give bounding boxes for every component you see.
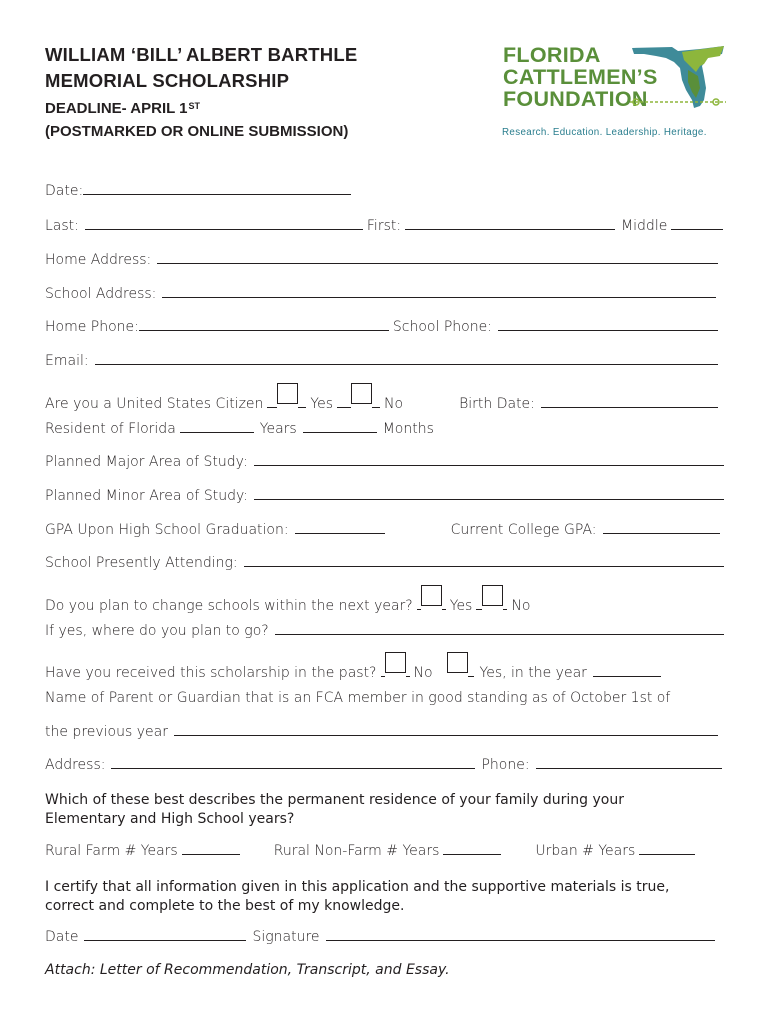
received-row	[45, 656, 661, 681]
signature-label: Signature	[252, 929, 320, 945]
received-no-line-right	[406, 675, 410, 677]
deadline-text: DEADLINE- APRIL 1ST	[45, 100, 201, 117]
date-row	[45, 183, 351, 199]
college-gpa-field[interactable]	[603, 532, 721, 534]
postmark-note: (POSTMARKED OR ONLINE SUBMISSION)	[45, 123, 349, 140]
logo-line-3: FOUNDATION	[503, 87, 648, 111]
where-go-label: If yes, where do you plan to go?	[45, 623, 269, 639]
middle-label: Middle	[621, 218, 668, 234]
minor-label: Planned Minor Area of Study:	[45, 488, 248, 504]
residence-question	[45, 791, 725, 829]
citizen-label: Are you a United States Citizen	[45, 396, 264, 412]
hs-gpa-field[interactable]	[295, 532, 385, 534]
change-no-checkbox[interactable]	[482, 585, 503, 606]
major-row	[45, 454, 724, 470]
change-schools-row	[45, 589, 530, 614]
parent-label-line-1: Name of Parent or Guardian that is an FCA member in good standing as of October 1st of	[45, 690, 671, 706]
home-phone-label: Home Phone:	[45, 319, 139, 335]
received-yes-label: Yes, in the year	[479, 665, 587, 681]
major-field[interactable]	[254, 464, 724, 466]
urban-label: Urban # Years	[535, 843, 636, 859]
date-label: Date:	[45, 183, 84, 199]
certification-text	[45, 878, 725, 916]
attachments-note: Attach: Letter of Recommendation, Transcript, and Essay.	[45, 962, 450, 978]
parent-label-line-2: the previous year	[45, 724, 168, 740]
received-year-field[interactable]	[593, 675, 661, 677]
received-no-label: No	[413, 665, 433, 681]
resident-years-field[interactable]	[180, 431, 254, 433]
college-gpa-label: Current College GPA:	[450, 522, 597, 538]
residence-question-line-2: Elementary and High School years?	[45, 811, 295, 827]
email-label: Email:	[45, 353, 89, 369]
residence-question-line-1: Which of these best describes the permanent residence of your family during your	[45, 792, 624, 808]
school-attending-row	[45, 555, 724, 571]
phone-field[interactable]	[536, 767, 722, 769]
signature-date-label: Date	[45, 929, 79, 945]
date-field[interactable]	[83, 193, 351, 195]
school-attending-field[interactable]	[244, 565, 724, 567]
rural-farm-label: Rural Farm # Years	[45, 843, 178, 859]
hs-gpa-label: GPA Upon High School Graduation:	[45, 522, 289, 538]
school-address-row	[45, 286, 716, 302]
citizen-no-checkbox[interactable]	[351, 383, 372, 404]
foundation-logo	[500, 42, 730, 142]
home-phone-field[interactable]	[139, 329, 389, 331]
logo-line-2: CATTLEMEN’S	[503, 65, 658, 89]
change-schools-label: Do you plan to change schools within the next year?	[45, 598, 413, 614]
resident-row	[45, 421, 434, 437]
rural-nonfarm-label: Rural Non-Farm # Years	[273, 843, 440, 859]
received-no-checkbox[interactable]	[385, 652, 406, 673]
resident-months-field[interactable]	[303, 431, 377, 433]
home-address-label: Home Address:	[45, 252, 152, 268]
birth-date-label: Birth Date:	[459, 396, 535, 412]
address-label: Address:	[45, 757, 106, 773]
change-no-line-right	[503, 608, 507, 610]
title-line-2: MEMORIAL SCHOLARSHIP	[45, 70, 290, 91]
change-no-label: No	[511, 598, 531, 614]
deadline-block	[45, 97, 348, 143]
birth-date-field[interactable]	[541, 406, 718, 408]
home-address-row	[45, 252, 718, 268]
address-row	[45, 757, 722, 773]
title-line-1: WILLIAM ‘BILL’ ALBERT BARTHLE	[45, 44, 358, 65]
months-label: Months	[382, 421, 434, 437]
parent-name-field[interactable]	[174, 734, 718, 736]
school-address-label: School Address:	[45, 286, 157, 302]
citizen-yes-line-left	[267, 406, 277, 408]
change-no-line-left	[476, 608, 482, 610]
home-address-field[interactable]	[157, 262, 718, 264]
change-yes-line-left	[417, 608, 421, 610]
name-row	[45, 218, 723, 234]
citizen-no-line-right	[372, 406, 380, 408]
citizen-row	[45, 387, 718, 412]
received-yes-checkbox[interactable]	[447, 652, 468, 673]
first-label: First:	[366, 218, 402, 234]
email-field[interactable]	[95, 363, 718, 365]
urban-field[interactable]	[639, 853, 695, 855]
florida-map-icon	[630, 42, 726, 116]
school-phone-label: School Phone:	[392, 319, 492, 335]
major-label: Planned Major Area of Study:	[45, 454, 248, 470]
years-label: Years	[259, 421, 297, 437]
change-yes-line-right	[442, 608, 446, 610]
certification-line-1: I certify that all information given in this application and the supportive materials is true,	[45, 879, 670, 895]
certification-line-2: correct and complete to the best of my knowledge.	[45, 898, 405, 914]
signature-field[interactable]	[326, 939, 715, 941]
address-field[interactable]	[111, 767, 475, 769]
change-yes-checkbox[interactable]	[421, 585, 442, 606]
logo-tagline: Research. Education. Leadership. Heritage.	[502, 127, 707, 138]
school-address-field[interactable]	[162, 296, 716, 298]
citizen-yes-checkbox[interactable]	[277, 383, 298, 404]
middle-name-field[interactable]	[671, 228, 723, 230]
signature-date-field[interactable]	[84, 939, 246, 941]
last-label: Last:	[45, 218, 79, 234]
phone-label: Phone:	[481, 757, 530, 773]
minor-field[interactable]	[254, 498, 724, 500]
parent-row-2	[45, 724, 718, 740]
received-label: Have you received this scholarship in the past?	[45, 665, 377, 681]
citizen-no-label: No	[384, 396, 404, 412]
where-go-field[interactable]	[275, 633, 724, 635]
received-no-line-left	[381, 675, 385, 677]
school-phone-field[interactable]	[498, 329, 718, 331]
school-attending-label: School Presently Attending:	[45, 555, 238, 571]
first-name-field[interactable]	[405, 228, 615, 230]
logo-line-1: FLORIDA	[503, 43, 601, 67]
form-title	[45, 42, 357, 94]
where-go-row	[45, 623, 724, 639]
resident-label: Resident of Florida	[45, 421, 176, 437]
rural-nonfarm-field[interactable]	[443, 853, 501, 855]
email-row	[45, 353, 718, 369]
received-yes-line-right	[468, 675, 474, 677]
last-name-field[interactable]	[85, 228, 363, 230]
minor-row	[45, 488, 724, 504]
rural-farm-field[interactable]	[182, 853, 240, 855]
phone-row	[45, 319, 718, 335]
gpa-row	[45, 522, 720, 538]
citizen-no-line-left	[337, 406, 351, 408]
change-yes-label: Yes	[449, 598, 473, 614]
citizen-yes-line-right	[298, 406, 306, 408]
residence-options-row	[45, 843, 695, 859]
citizen-yes-label: Yes	[310, 396, 334, 412]
signature-row	[45, 929, 715, 945]
parent-row-1	[45, 690, 670, 706]
